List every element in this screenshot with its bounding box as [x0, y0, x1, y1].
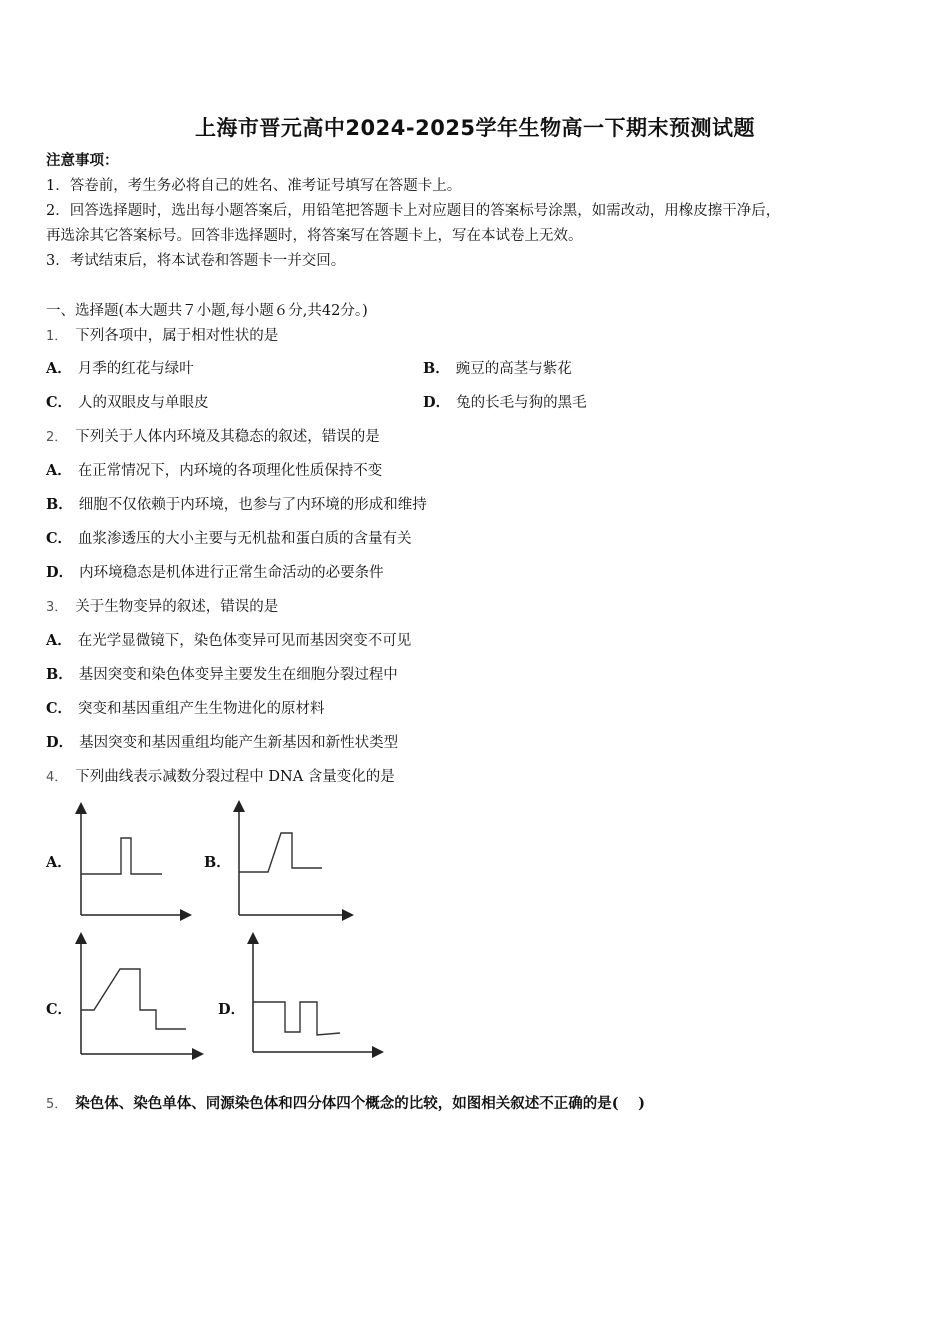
question-text: 下列关于人体内环境及其稳态的叙述，错误的是 — [75, 429, 380, 445]
option-row — [46, 393, 906, 413]
page-title: 上海市晋元高中2024-2025学年生物高一下期末预测试题 — [194, 116, 756, 140]
notice-item: 再选涂其它答案标号。回答非选择题时，将答案写在答题卡上，写在本试卷上无效。 — [46, 228, 583, 244]
option-a: A． 在正常情况下，内环境的各项理化性质保持不变 — [46, 462, 383, 479]
option-d: D． 内环境稳态是机体进行正常生命活动的必要条件 — [46, 564, 384, 581]
option-c: C． 突变和基因重组产生生物进化的原材料 — [46, 700, 325, 717]
dna-curve — [253, 1002, 340, 1035]
option-b-label: B． — [204, 854, 231, 871]
graph-b — [228, 800, 354, 924]
question-stem — [46, 767, 906, 788]
question-number: 3． — [46, 600, 68, 615]
option-a-label: A． — [46, 854, 72, 871]
option-c-label: C． — [46, 1001, 73, 1018]
option-d: D． 基因突变和基因重组均能产生新基因和新性状类型 — [46, 734, 399, 751]
question-number: 4． — [46, 770, 68, 785]
dna-curve — [239, 833, 322, 872]
option-a: A． 月季的红花与绿叶 — [46, 360, 194, 377]
notice-item: 3．考试结束后，将本试卷和答题卡一并交回。 — [46, 253, 346, 269]
question-number: 2． — [46, 430, 68, 445]
option-d: D． 兔的长毛与狗的黑毛 — [423, 394, 587, 411]
question-stem — [46, 597, 906, 618]
graph-d — [242, 932, 384, 1060]
question-stem — [46, 326, 906, 347]
notice-item: 2．回答选择题时，选出每小题答案后，用铅笔把答题卡上对应题目的答案标号涂黑，如需改动，用橡皮擦干净后， — [46, 203, 781, 219]
dna-curve — [81, 969, 186, 1029]
option-a: A． 在光学显微镜下，染色体变异可见而基因突变不可见 — [46, 632, 412, 649]
dna-curve — [81, 838, 162, 874]
notice-item: 1．答卷前，考生务必将自己的姓名、准考证号填写在答题卡上。 — [46, 178, 462, 194]
question-number: 1． — [46, 329, 68, 344]
option-b: B． 豌豆的高茎与紫花 — [423, 360, 572, 377]
question-text: 关于生物变异的叙述，错误的是 — [75, 599, 279, 615]
question-stem — [46, 427, 906, 448]
graph-c — [70, 932, 204, 1060]
question-number: 5． — [46, 1097, 68, 1112]
question-text: 下列各项中，属于相对性状的是 — [75, 328, 279, 344]
notice-heading: 注意事项： — [46, 152, 119, 169]
option-c: C． 人的双眼皮与单眼皮 — [46, 394, 209, 411]
graph-a — [70, 800, 194, 924]
question-text: 染色体、染色单体、同源染色体和四分体四个概念的比较，如图相关叙述不正确的是( ) — [75, 1095, 646, 1112]
option-d-label: D． — [218, 1001, 246, 1018]
option-b: B． 细胞不仅依赖于内环境，也参与了内环境的形成和维持 — [46, 496, 427, 513]
option-c: C． 血浆渗透压的大小主要与无机盐和蛋白质的含量有关 — [46, 530, 412, 547]
question-stem — [46, 1094, 906, 1115]
option-b: B． 基因突变和染色体变异主要发生在细胞分裂过程中 — [46, 666, 398, 683]
option-row — [46, 359, 906, 379]
section-heading: 一、选择题(本大题共７小题,每小题６分,共42分。) — [46, 303, 368, 319]
question-text: 下列曲线表示减数分裂过程中 DNA 含量变化的是 — [75, 769, 395, 785]
